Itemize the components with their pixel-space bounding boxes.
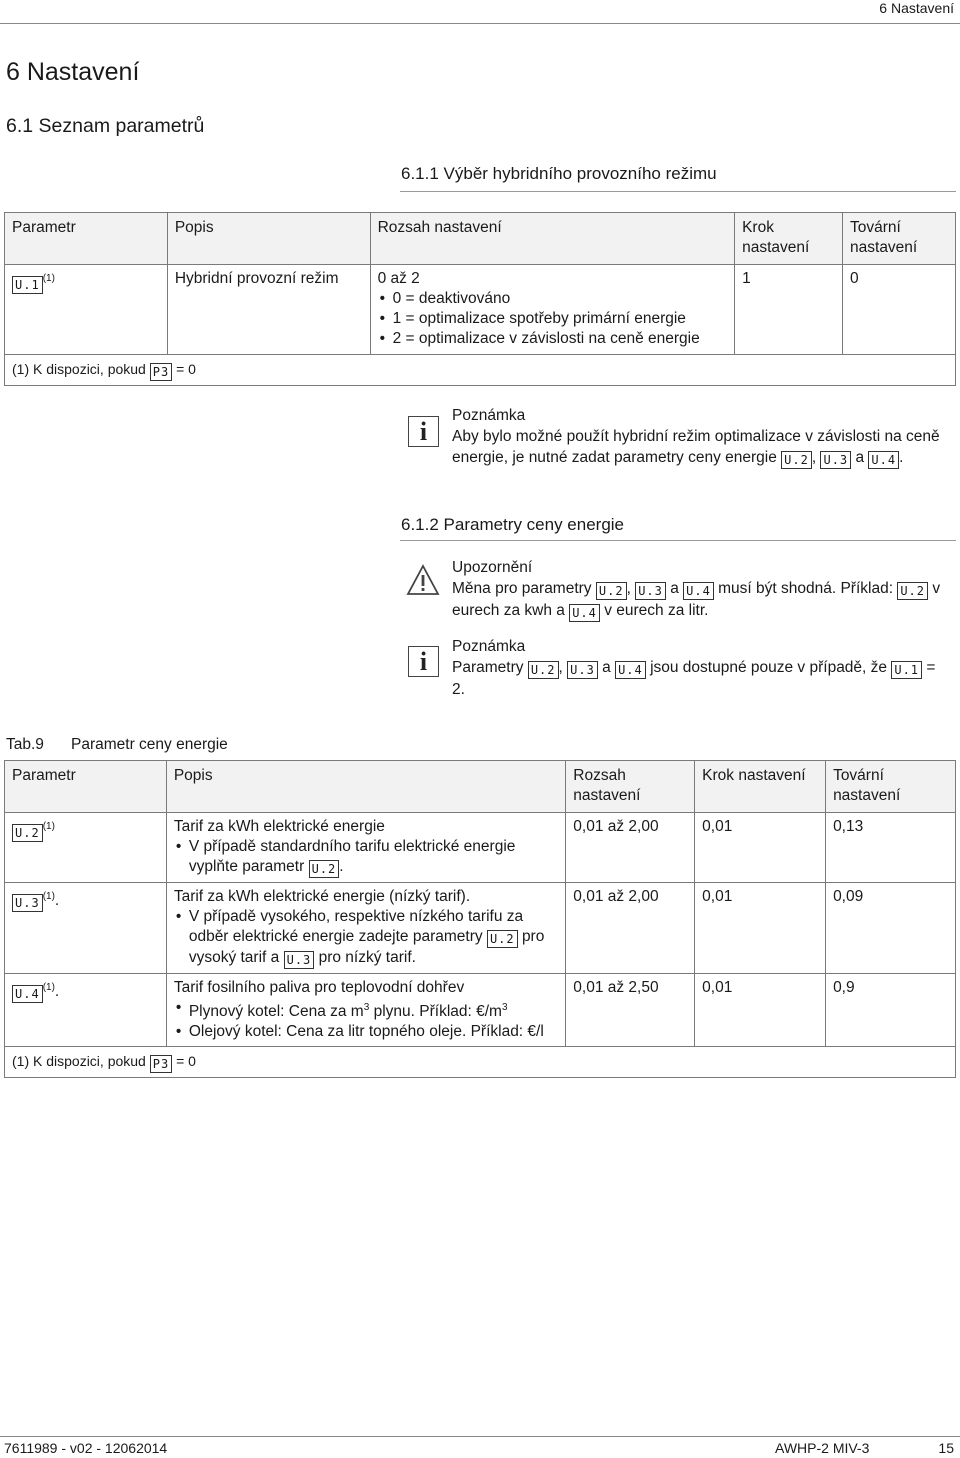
- list-item: • 1 = optimalizace spotřeby primární energie: [378, 309, 728, 329]
- col-header: Popis: [167, 213, 370, 265]
- desc-cell: [166, 813, 565, 883]
- desc-bullets: [174, 998, 558, 1042]
- note-text: jsou dostupné pouze v případě, že: [650, 659, 888, 676]
- note-text: = 2.: [452, 659, 936, 698]
- col-header: Rozsah nastavení: [566, 761, 695, 813]
- bullet-text: .: [339, 858, 344, 875]
- col-header: Tovární nastavení: [843, 213, 956, 265]
- list-item: [174, 998, 558, 1022]
- desc-cell: Hybridní provozní režim: [167, 265, 370, 355]
- table-row: [5, 974, 956, 1047]
- col-header: Krok nastavení: [735, 213, 843, 265]
- desc-line: Tarif za kWh elektrické energie (nízký tarif).: [173, 888, 471, 905]
- table-row: [5, 265, 956, 355]
- note-title: Poznámka: [452, 407, 526, 424]
- footnote-text: = 0: [176, 1053, 196, 1070]
- note-title: Poznámka: [452, 638, 526, 655]
- subsection-rule-1: [400, 191, 956, 192]
- range-cell: 0,01 až 2,00: [566, 813, 695, 883]
- separator: a: [602, 659, 611, 676]
- param-cell: [5, 883, 167, 974]
- bullet-text: V případě vysokého, respektive nízkého tarifu za odběr elektrické energie zadejte parametry: [188, 908, 524, 945]
- footer-doc-id: 7611989 - v02 - 12062014: [4, 1440, 168, 1456]
- note-body: [452, 657, 952, 700]
- table-footnote-row: [5, 1047, 956, 1078]
- lcd-code: U.3: [635, 582, 666, 600]
- lcd-code: U.2: [781, 451, 812, 469]
- desc-cell: [166, 974, 565, 1047]
- warning-text: v eurech za litr.: [604, 602, 709, 619]
- default-cell: 0,9: [826, 974, 956, 1047]
- param-cell: [5, 265, 168, 355]
- lcd-code: U.2: [596, 582, 627, 600]
- chapter-heading: 6 Nastavení: [6, 58, 140, 86]
- param-suffix: .: [54, 983, 60, 1001]
- subsection-heading-2: 6.1.2 Parametry ceny energie: [401, 515, 625, 534]
- lcd-code: U.2: [487, 930, 518, 948]
- list-item: • 0 = deaktivováno: [378, 289, 728, 309]
- lcd-code: U.2: [12, 824, 43, 842]
- info-icon: i: [408, 646, 439, 677]
- lcd-code: U.3: [567, 661, 598, 679]
- step-cell: 0,01: [695, 974, 826, 1047]
- desc-bullets: [174, 837, 558, 878]
- info-icon: i: [408, 416, 439, 447]
- lcd-code: P3: [150, 1055, 172, 1073]
- table-row: [5, 883, 956, 974]
- col-header: Tovární nastavení: [826, 761, 956, 813]
- lcd-code: U.3: [12, 894, 43, 912]
- list-item: • 2 = optimalizace v závislosti na ceně energie: [378, 329, 728, 349]
- warning-text: musí být shodná. Příklad:: [718, 580, 894, 597]
- table-row: [5, 813, 956, 883]
- table-header-row: [5, 213, 956, 265]
- footnote-ref: (1): [42, 982, 55, 993]
- footer-model: AWHP-2 MIV-3: [775, 1440, 870, 1456]
- bullet-text: Plynový kotel: Cena za m: [188, 1003, 364, 1021]
- note-box-2: [452, 636, 952, 700]
- list-item: [174, 837, 558, 878]
- col-header: Popis: [166, 761, 565, 813]
- footnote-text: (1) K dispozici, pokud: [12, 1053, 146, 1070]
- warning-body: [452, 578, 952, 622]
- warning-icon: [406, 564, 440, 596]
- page-number: 15: [938, 1440, 954, 1456]
- footer-rule: [0, 1436, 960, 1437]
- step-cell: 0,01: [695, 883, 826, 974]
- lcd-code: U.3: [820, 451, 851, 469]
- desc-bullets: [174, 907, 558, 969]
- col-header: Parametr: [5, 213, 168, 265]
- note-text: Aby bylo možné použít hybridní režim optimalizace v závislosti na ceně energie, je nutné zadat parametry ceny energie: [452, 428, 940, 466]
- separator: .: [899, 449, 904, 466]
- range-cell: 0,01 až 2,50: [566, 974, 695, 1047]
- range-value: 0 až 2: [377, 270, 420, 287]
- list-item: [174, 907, 558, 969]
- bullet-text: plynu. Příklad: €/m: [373, 1003, 502, 1021]
- range-options: [378, 289, 728, 349]
- separator: ,: [558, 659, 563, 676]
- range-cell: [370, 265, 735, 355]
- section-heading: 6.1 Seznam parametrů: [6, 115, 205, 137]
- lcd-code: U.2: [309, 860, 340, 878]
- separator: ,: [811, 449, 817, 466]
- step-cell: 0,01: [695, 813, 826, 883]
- param-cell: [5, 813, 167, 883]
- bullet-text: pro nízký tarif.: [318, 949, 416, 966]
- hybrid-mode-table: [4, 212, 956, 386]
- lcd-code: U.2: [528, 661, 559, 679]
- warning-title: Upozornění: [452, 559, 533, 576]
- footnote-ref: (1): [42, 821, 55, 832]
- energy-price-table: [4, 760, 956, 1078]
- lcd-code: U.4: [615, 661, 646, 679]
- superscript: 3: [501, 1002, 508, 1013]
- param-cell: [5, 974, 167, 1047]
- param-suffix: .: [54, 892, 60, 910]
- warning-text: Měna pro parametry: [452, 580, 592, 597]
- separator: a: [670, 580, 679, 597]
- default-cell: 0,13: [826, 813, 956, 883]
- warning-text: v eurech za kwh a: [452, 580, 941, 619]
- lcd-code: U.3: [284, 951, 315, 969]
- range-cell: 0,01 až 2,00: [566, 883, 695, 974]
- default-cell: 0,09: [826, 883, 956, 974]
- table-caption: Parametr ceny energie: [71, 736, 228, 753]
- step-cell: 1: [735, 265, 843, 355]
- lcd-code: U.4: [868, 451, 899, 469]
- default-cell: 0: [843, 265, 956, 355]
- lcd-code: U.1: [891, 661, 922, 679]
- desc-line: Tarif fosilního paliva pro teplovodní dohřev: [173, 979, 465, 996]
- footnote-ref: (1): [42, 891, 55, 902]
- list-item: • Olejový kotel: Cena za litr topného oleje. Příklad: €/l: [174, 1022, 558, 1042]
- note-text: Parametry: [452, 659, 524, 676]
- footnote-text: (1) K dispozici, pokud: [12, 361, 146, 377]
- col-header: Rozsah nastavení: [370, 213, 735, 265]
- table-footnote-row: [5, 355, 956, 386]
- subsection-heading-1: 6.1.1 Výběr hybridního provozního režimu: [401, 164, 717, 183]
- separator: ,: [626, 580, 631, 597]
- note-box-1: [452, 405, 952, 469]
- warning-box: [452, 557, 952, 622]
- bullet-text: V případě standardního tarifu elektrické energie vyplňte parametr: [188, 838, 516, 875]
- note-body: [452, 426, 952, 469]
- lcd-code: P3: [150, 363, 172, 381]
- footnote-ref: (1): [42, 273, 55, 284]
- col-header: Parametr: [5, 761, 167, 813]
- lcd-code: U.4: [12, 985, 43, 1003]
- lcd-code: U.4: [569, 604, 600, 622]
- table-label: Tab.9: [6, 736, 44, 753]
- col-header: Krok nastavení: [695, 761, 826, 813]
- table-footnote: [5, 1047, 956, 1078]
- desc-line: Tarif za kWh elektrické energie: [173, 818, 385, 835]
- header-rule: [0, 23, 960, 24]
- bullet-text: pro vysoký tarif a: [188, 928, 545, 966]
- subsection-rule-2: [400, 540, 956, 541]
- table-footnote: [5, 355, 956, 386]
- lcd-code: U.2: [897, 582, 928, 600]
- lcd-code: U.1: [12, 276, 43, 294]
- table-header-row: [5, 761, 956, 813]
- running-header: 6 Nastavení: [879, 0, 954, 16]
- separator: a: [855, 449, 865, 466]
- desc-cell: [166, 883, 565, 974]
- footnote-text: = 0: [176, 361, 196, 377]
- superscript: 3: [363, 1002, 370, 1013]
- lcd-code: U.4: [683, 582, 714, 600]
